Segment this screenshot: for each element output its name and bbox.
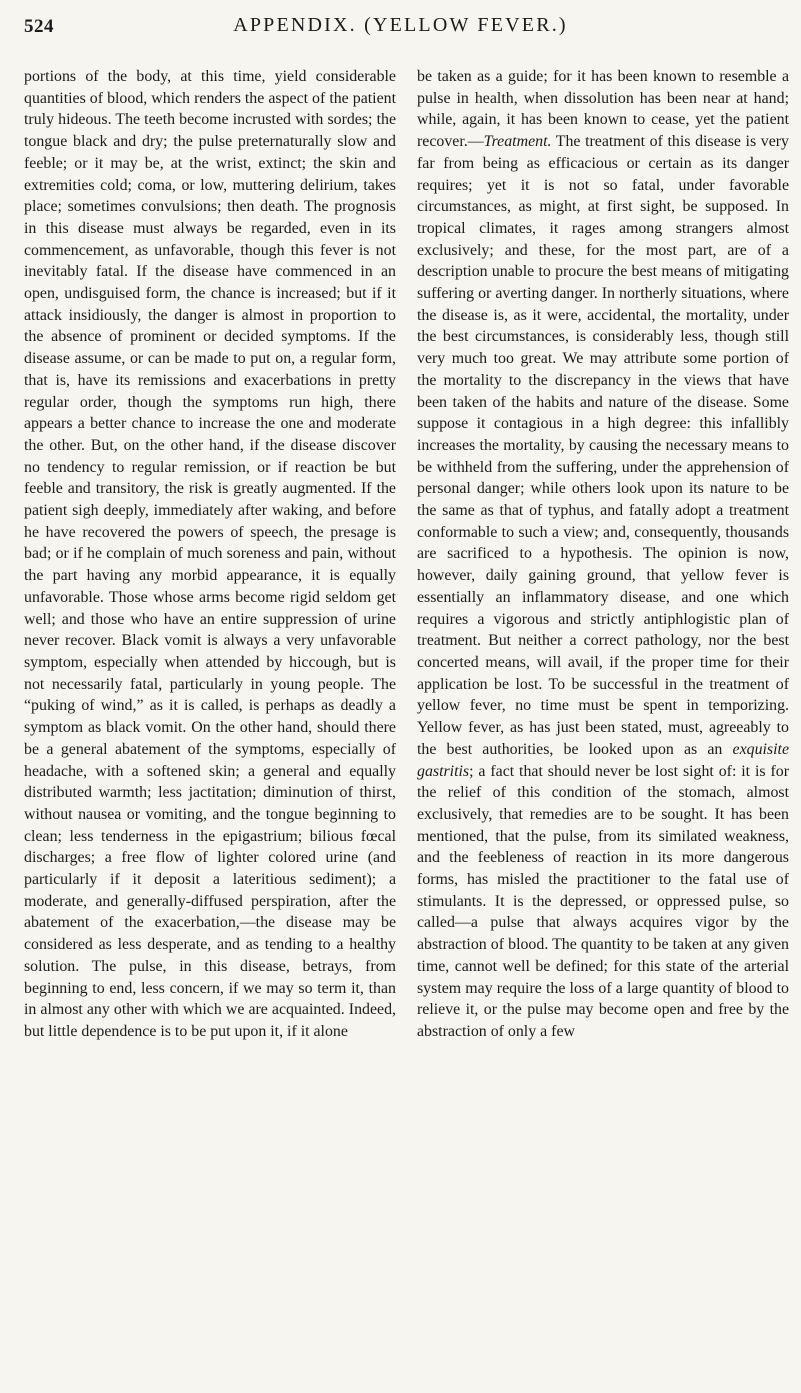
exquisite-gastritis-emphasis: exquisite gastritis: [417, 740, 789, 780]
right-text-part-1: be taken as a guide; for it has been known to resemble a pulse in health, when dissolution has been near at hand; while, again, it has been known to cease, yet the patient recover.—: [417, 68, 789, 151]
running-head: APPENDIX. (YELLOW FEVER.): [233, 14, 568, 36]
treatment-heading: Treatment.: [483, 133, 552, 151]
right-column-text: [417, 66, 789, 1043]
two-column-body: [24, 66, 789, 1388]
page-number: 524: [24, 16, 54, 37]
right-column: [417, 66, 789, 1388]
right-text-part-3: ; a fact that should never be lost sight of: it is for the relief of this condition of the stomach, almost exclusively, that remedies are to be sought. It has been mentioned, that the pulse, from its similated weakness, and the feebleness of reaction in its more dangerous forms, has misled the practitioner to the fatal use of stimulants. It is the depressed, or oppressed pulse, so called—a pulse that always acquires vigor by the abstraction of blood. The quantity to be taken at any given time, cannot well be defined; for this state of the arterial system may require the loss of a large quantity of blood to relieve it, or the pulse may become open and free by the abstraction of only a few: [417, 762, 789, 1040]
left-column: [24, 66, 396, 1388]
left-column-text: portions of the body, at this time, yield considerable quantities of blood, which renders the aspect of the patient truly hideous. The teeth become incrusted with sordes; the tongue black and dry; the pulse preternaturally slow and feeble; or it may be, at the wrist, extinct; the skin and extremities cold; coma, or low, muttering delirium, takes place; sometimes convulsions; then death. The prognosis in this disease must always be regarded, even in its commencement, as unfavorable, though this fever is not inevitably fatal. If the disease have commenced in an open, undisguised form, the chance is increased; but if it attack insidiously, the danger is almost in proportion to the absence of prominent or decided symptoms. If the disease assume, or can be made to put on, a regular form, that is, have its remissions and exacerbations in pretty regular order, though the symptoms run high, there appears a better chance to increase the one and moderate the other. But, on the other hand, if the disease discover no tendency to regular remission, or if reaction be but feeble and transitory, the risk is greatly augmented. If the patient sigh deeply, immediately after waking, and before he have recovered the powers of speech, the presage is bad; or if he complain of much soreness and pain, without the part having any morbid appearance, it is equally unfavorable. Those whose arms become rigid seldom get well; and those who have an entire suppression of urine never recover. Black vomit is always a very unfavorable symptom, especially when attended by hiccough, but is not necessarily fatal, particularly in young people. The “puking of wind,” as it is called, is perhaps as deadly a symptom as black vomit. On the other hand, should there be a general abatement of the symptoms, especially of headache, with a softened skin; a general and equally distributed warmth; less jactitation; diminution of thirst, without nausea or vomiting, and the tongue beginning to clean; less tenderness in the epigastrium; bilious fœcal discharges; a free flow of lighter colored urine (and particularly if it deposit a lateritious sediment); a moderate, and generally-diffused perspiration, after the abatement of the exacerbation,—the disease may be considered as less desperate, and as tending to a healthy solution. The pulse, in this disease, betrays, from beginning to end, less concern, if we may so term it, than in almost any other with which we are acquainted. Indeed, but little dependence is to be put upon it, if it alone: [24, 68, 396, 1040]
right-text-part-2: The treatment of this disease is very far from being as efficacious or certain as its danger requires; yet it is not so fatal, under favorable circumstances, as might, at first sight, be supposed. In tropical climates, it rages among strangers almost exclusively; and these, for the most part, are of a description unable to procure the best means of mitigating suffering or averting danger. In northerly situations, where the disease is, as it were, accidental, the mortality, under the best circumstances, is considerably less, though still very much too great. We may attribute some portion of the mortality to the discrepancy in the views that have been taken of the habits and nature of the disease. Some suppose it contagious in a high degree: this infallibly increases the mortality, by causing the necessary means to be withheld from the suffering, under the apprehension of personal danger; while others look upon its nature to be the same as that of typhus, and fatally adopt a treatment conformable to such a view; and, consequently, thousands are sacrificed to a hypothesis. The opinion is now, however, daily gaining ground, that yellow fever is essentially an inflammatory disease, and one which requires a vigorous and strictly antiphlogistic plan of treatment. But neither a correct pathology, nor the best concerted means, will avail, if the proper time for their application be lost. To be successful in the treatment of yellow fever, no time must be spent in temporizing. Yellow fever, as has just been stated, must, agreeably to the best authorities, be looked upon as an: [417, 133, 789, 758]
